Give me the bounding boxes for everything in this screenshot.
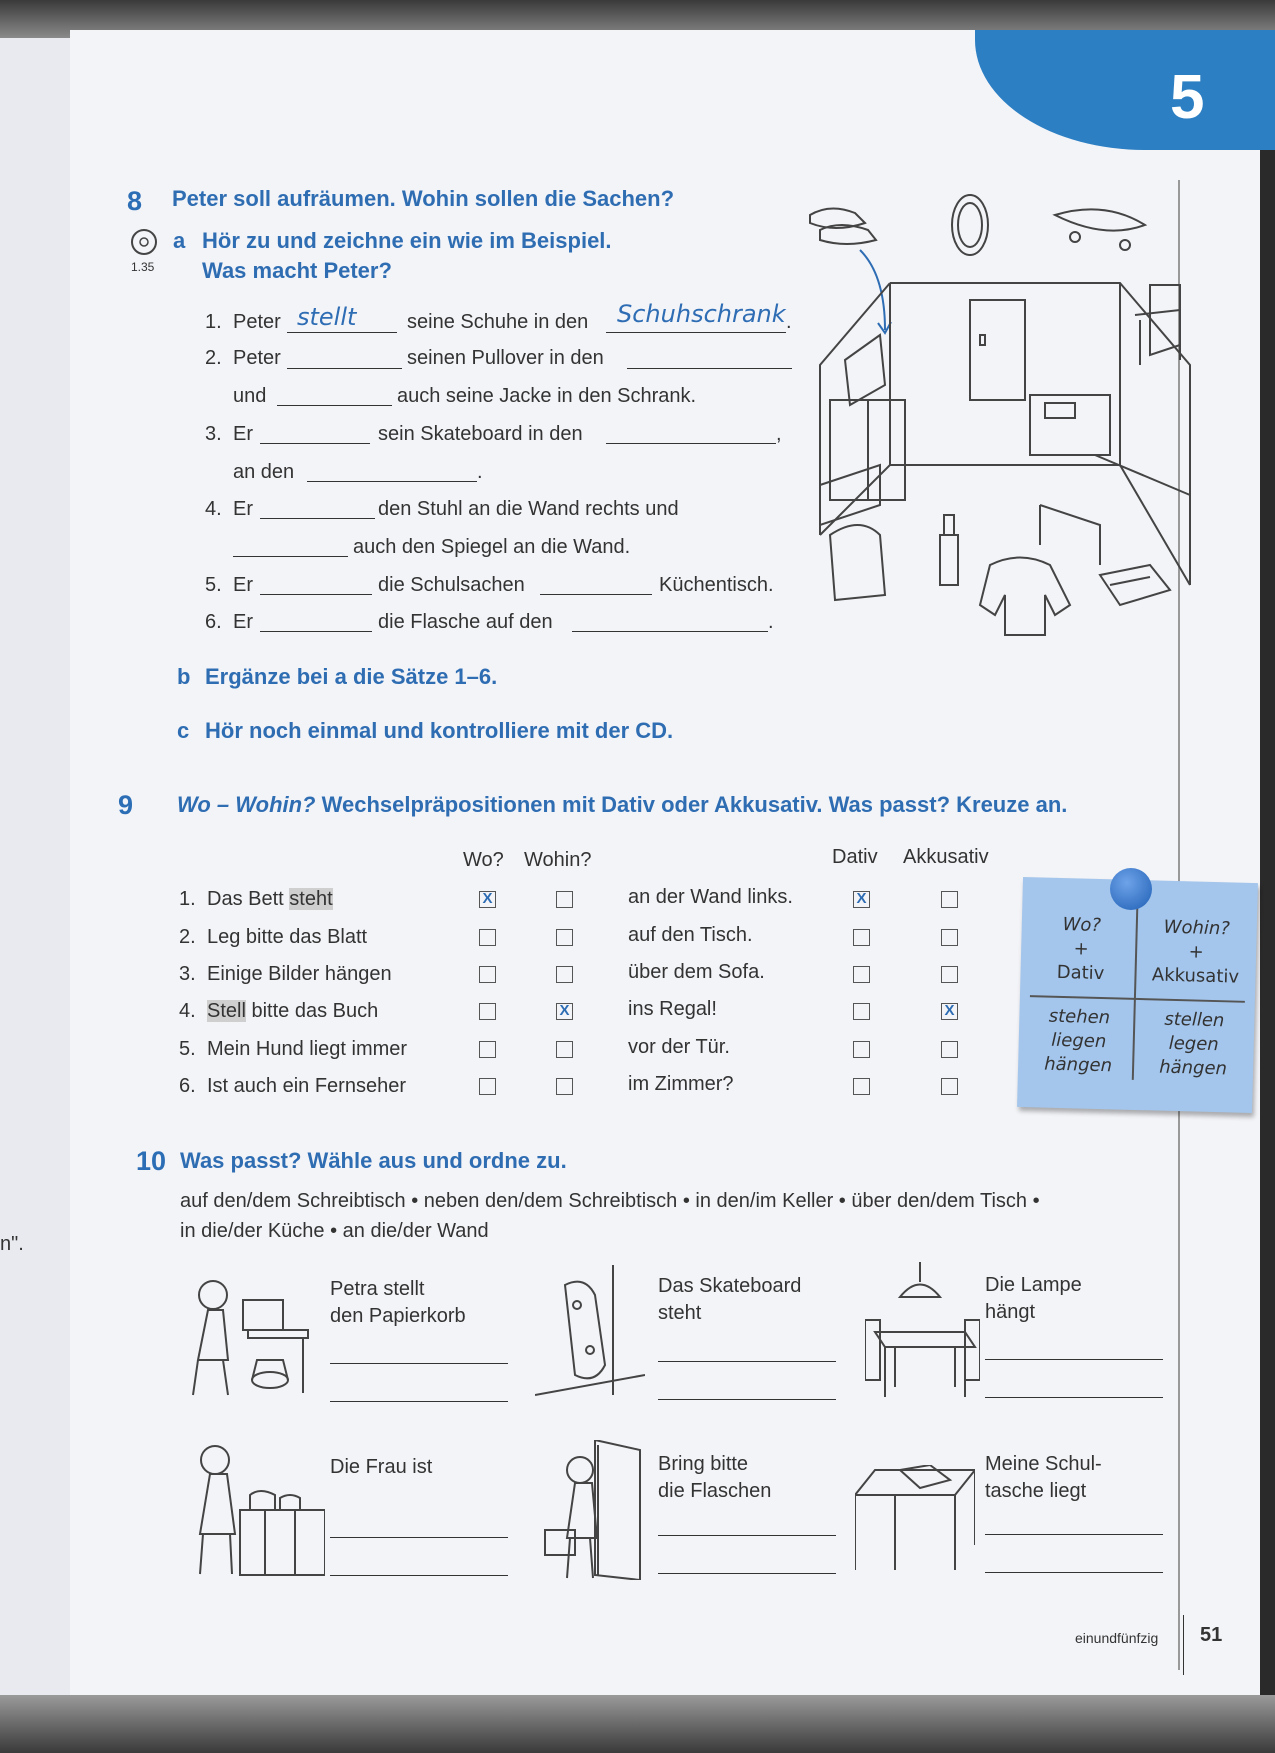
note-stehen: stehen [1048,1005,1111,1029]
checkbox-wohin[interactable]: X [556,1003,573,1020]
row-ending: über dem Sofa. [628,961,765,983]
row-sentence [207,926,367,949]
highlighted-verb: steht [289,888,333,910]
s2-text: seinen Pullover in den [407,347,604,369]
row-sentence [207,1075,406,1098]
note-haengen-left: hängen [1043,1053,1113,1077]
s2-blank-verb[interactable] [287,368,402,369]
row-number: 2. [179,926,196,948]
track-number: 1.35 [131,260,155,274]
footer-divider [1183,1615,1184,1675]
lamp-table-illustration [865,1262,980,1397]
answer-3-blank-2[interactable] [985,1397,1163,1398]
margin-text: n". [0,1233,24,1255]
s2-text-2: auch seine Jacke in den Schrank. [397,385,697,407]
exercise-9-title-italic: Wo – Wohin? [177,792,316,817]
s5-text-2: Küchentisch. [659,574,774,596]
s2-und: und [233,385,267,407]
row-ending: im Zimmer? [628,1073,734,1095]
exercise-8a-instruction-2: Was macht Peter? [202,258,392,283]
s4-text: den Stuhl an die Wand rechts und [378,498,679,520]
row-number: 4. [179,1000,196,1022]
pushpin-icon [1110,868,1152,910]
answer-4-blank-2[interactable] [330,1575,508,1576]
answer-6-blank-1[interactable] [985,1534,1163,1535]
s3-blank-place-2[interactable] [307,481,477,482]
row-number: 5. [179,1038,196,1060]
checkbox-dativ[interactable] [853,929,870,946]
s5-subject: Er [233,574,253,596]
checkbox-dativ[interactable] [853,1041,870,1058]
checkbox-akk[interactable] [941,891,958,908]
sentence-part: bitte das Buch [251,1000,379,1022]
s3-end: . [477,461,483,483]
s6-subject: Er [233,611,253,633]
answer-3-blank-1[interactable] [985,1359,1163,1360]
s1-number: 1. [205,311,222,333]
sentence-part: Einige Bilder hängen [207,963,392,985]
note-akkusativ: Akkusativ [1151,964,1240,988]
checkbox-wo[interactable] [479,1078,496,1095]
s3-number: 3. [205,423,222,445]
checkbox-wo[interactable] [479,1041,496,1058]
s2-subject: Peter [233,347,281,369]
answer-5-blank-2[interactable] [658,1573,836,1574]
row-sentence [207,963,392,986]
answer-1-blank-1[interactable] [330,1363,508,1364]
row-number: 3. [179,963,196,985]
note-stellen: stellen [1164,1008,1225,1032]
answer-2-blank-2[interactable] [658,1399,836,1400]
exercise-8-number: 8 [127,186,143,216]
s3-text: sein Skateboard in den [378,423,583,445]
page-number: 51 [1200,1624,1223,1646]
s1-subject: Peter [233,311,281,333]
s2-blank-verb-2[interactable] [277,405,392,406]
prompt-2-line-1: Das Skateboard [658,1275,802,1297]
s6-end: . [768,611,774,633]
s3-comma: , [776,423,782,445]
prompt-3-line-2: hängt [985,1301,1036,1323]
checkbox-akk[interactable] [941,1078,958,1095]
s6-text: die Flasche auf den [378,611,553,633]
exercise-8-title: Peter soll aufräumen. Wohin sollen die Sachen? [172,186,675,211]
exercise-9-title-rest: Wechselpräpositionen mit Dativ oder Akkusativ. Was passt? Kreuze an. [321,792,1068,817]
sentence-part: Leg bitte das Blatt [207,926,368,948]
s4-blank-verb-2[interactable] [233,556,348,557]
row-sentence [207,1038,407,1061]
prompt-6-line-2: tasche liegt [985,1480,1087,1502]
answer-5-blank-1[interactable] [658,1535,836,1536]
note-plus-right: + [1188,941,1204,963]
checkbox-akk[interactable]: X [941,1003,958,1020]
word-bank-line-2: in die/der Küche • an die/der Wand [180,1220,489,1242]
checkbox-akk[interactable] [941,966,958,983]
col-header-akkusativ: Akkusativ [903,846,989,868]
woman-kitchen-illustration [185,1440,325,1580]
checkbox-akk[interactable] [941,1041,958,1058]
facing-page-edge [0,38,77,1718]
sentence-part: Das Bett [207,888,284,910]
s1-text: seine Schuhe in den [407,311,589,333]
page-number-word: einundfünfzig [1075,1630,1159,1646]
row-sentence [207,1000,378,1023]
s1-end: . [786,311,792,333]
row-ending: vor der Tür. [628,1036,730,1058]
s6-number: 6. [205,611,222,633]
s4-subject: Er [233,498,253,520]
s4-number: 4. [205,498,222,520]
s6-blank-verb[interactable] [260,631,372,632]
col-header-wo: Wo? [463,849,504,871]
checkbox-wo[interactable] [479,1003,496,1020]
note-haengen-right: hängen [1158,1056,1228,1080]
answer-2-blank-1[interactable] [658,1361,836,1362]
grammar-note [1017,877,1258,1113]
checkbox-wohin[interactable] [556,1078,573,1095]
s5-number: 5. [205,574,222,596]
chapter-number: 5 [1170,63,1205,132]
answer-6-blank-2[interactable] [985,1572,1163,1573]
s5-blank-verb[interactable] [260,594,372,595]
row-ending: an der Wand links. [628,886,793,908]
exercise-9-title [177,792,1067,818]
col-header-wohin: Wohin? [524,849,592,871]
note-wo: Wo? [1062,914,1102,937]
prompt-2-line-2: steht [658,1302,702,1324]
s1-blank-place[interactable] [606,332,786,333]
s3-an-den: an den [233,461,295,483]
prompt-1-line-2: den Papierkorb [330,1305,466,1327]
checkbox-akk[interactable] [941,929,958,946]
prompt-4-line-1: Die Frau ist [330,1456,433,1478]
s6-blank-place[interactable] [572,631,768,632]
row-ending: auf den Tisch. [628,924,753,946]
word-bank-line-1: auf den/dem Schreibtisch • neben den/dem Schreibtisch • in den/im Keller • über den/dem Tisch • [180,1190,1040,1212]
row-number: 1. [179,888,196,910]
exercise-10-number: 10 [136,1146,167,1176]
exercise-10-title: Was passt? Wähle aus und ordne zu. [180,1148,567,1173]
highlighted-verb: Stell [207,1000,246,1022]
note-wohin: Wohin? [1163,916,1231,940]
girl-desk-illustration [178,1270,313,1400]
exercise-8a-letter: a [173,228,186,253]
s5-text: die Schulsachen [378,574,525,596]
checkbox-wohin[interactable] [556,929,573,946]
scan-border-bottom [0,1695,1275,1753]
s5-blank-prep[interactable] [540,594,652,595]
s1-blank-verb[interactable] [287,332,397,333]
note-plus-left: + [1073,938,1090,960]
s3-blank-verb[interactable] [260,443,370,444]
s3-blank-place[interactable] [606,443,776,444]
answer-4-blank-1[interactable] [330,1537,508,1538]
exercise-8b-instruction: Ergänze bei a die Sätze 1–6. [205,664,498,689]
sentence-part: Mein Hund liegt immer [207,1038,408,1060]
note-legen: legen [1168,1032,1219,1056]
skateboard-wall-illustration [535,1265,645,1400]
sentence-part: Ist auch ein Fernseher [207,1075,406,1097]
s2-blank-place[interactable] [627,368,792,369]
desk-bag-illustration [855,1465,975,1575]
prompt-5-line-1: Bring bitte [658,1453,749,1475]
checkbox-wo[interactable] [479,929,496,946]
s4-text-2: auch den Spiegel an die Wand. [353,536,631,558]
checkbox-wohin[interactable] [556,966,573,983]
checkbox-dativ[interactable] [853,1078,870,1095]
answer-1-blank-2[interactable] [330,1401,508,1402]
exercise-9-number: 9 [118,790,134,820]
cd-icon [130,228,158,256]
room-illustration [790,175,1230,685]
checkbox-dativ[interactable] [853,1003,870,1020]
row-sentence [207,888,333,911]
s1-answer-verb: stellt [297,303,357,331]
s4-blank-verb[interactable] [260,518,375,519]
prompt-5-line-2: die Flaschen [658,1480,772,1502]
exercise-8a-instruction-1: Hör zu und zeichne ein wie im Beispiel. [202,228,612,253]
s3-subject: Er [233,423,253,445]
note-dativ: Dativ [1056,961,1105,985]
prompt-1-line-1: Petra stellt [330,1278,425,1300]
checkbox-wohin[interactable] [556,891,573,908]
note-liegen: liegen [1051,1029,1107,1053]
prompt-6-line-1: Meine Schul- [985,1453,1102,1475]
s1-answer-place: Schuhschrank [617,300,786,328]
checkbox-wohin[interactable] [556,1041,573,1058]
checkbox-dativ[interactable] [853,966,870,983]
exercise-8c-instruction: Hör noch einmal und kontrolliere mit der CD. [205,718,674,743]
col-header-dativ: Dativ [832,846,878,868]
s2-number: 2. [205,347,222,369]
man-door-illustration [540,1440,645,1580]
checkbox-wo[interactable] [479,966,496,983]
row-ending: ins Regal! [628,998,717,1020]
row-number: 6. [179,1075,196,1097]
checkbox-wo[interactable]: X [479,891,496,908]
exercise-8b-letter: b [177,664,191,689]
checkbox-dativ[interactable]: X [853,891,870,908]
exercise-8c-letter: c [177,718,190,743]
prompt-3-line-1: Die Lampe [985,1274,1082,1296]
